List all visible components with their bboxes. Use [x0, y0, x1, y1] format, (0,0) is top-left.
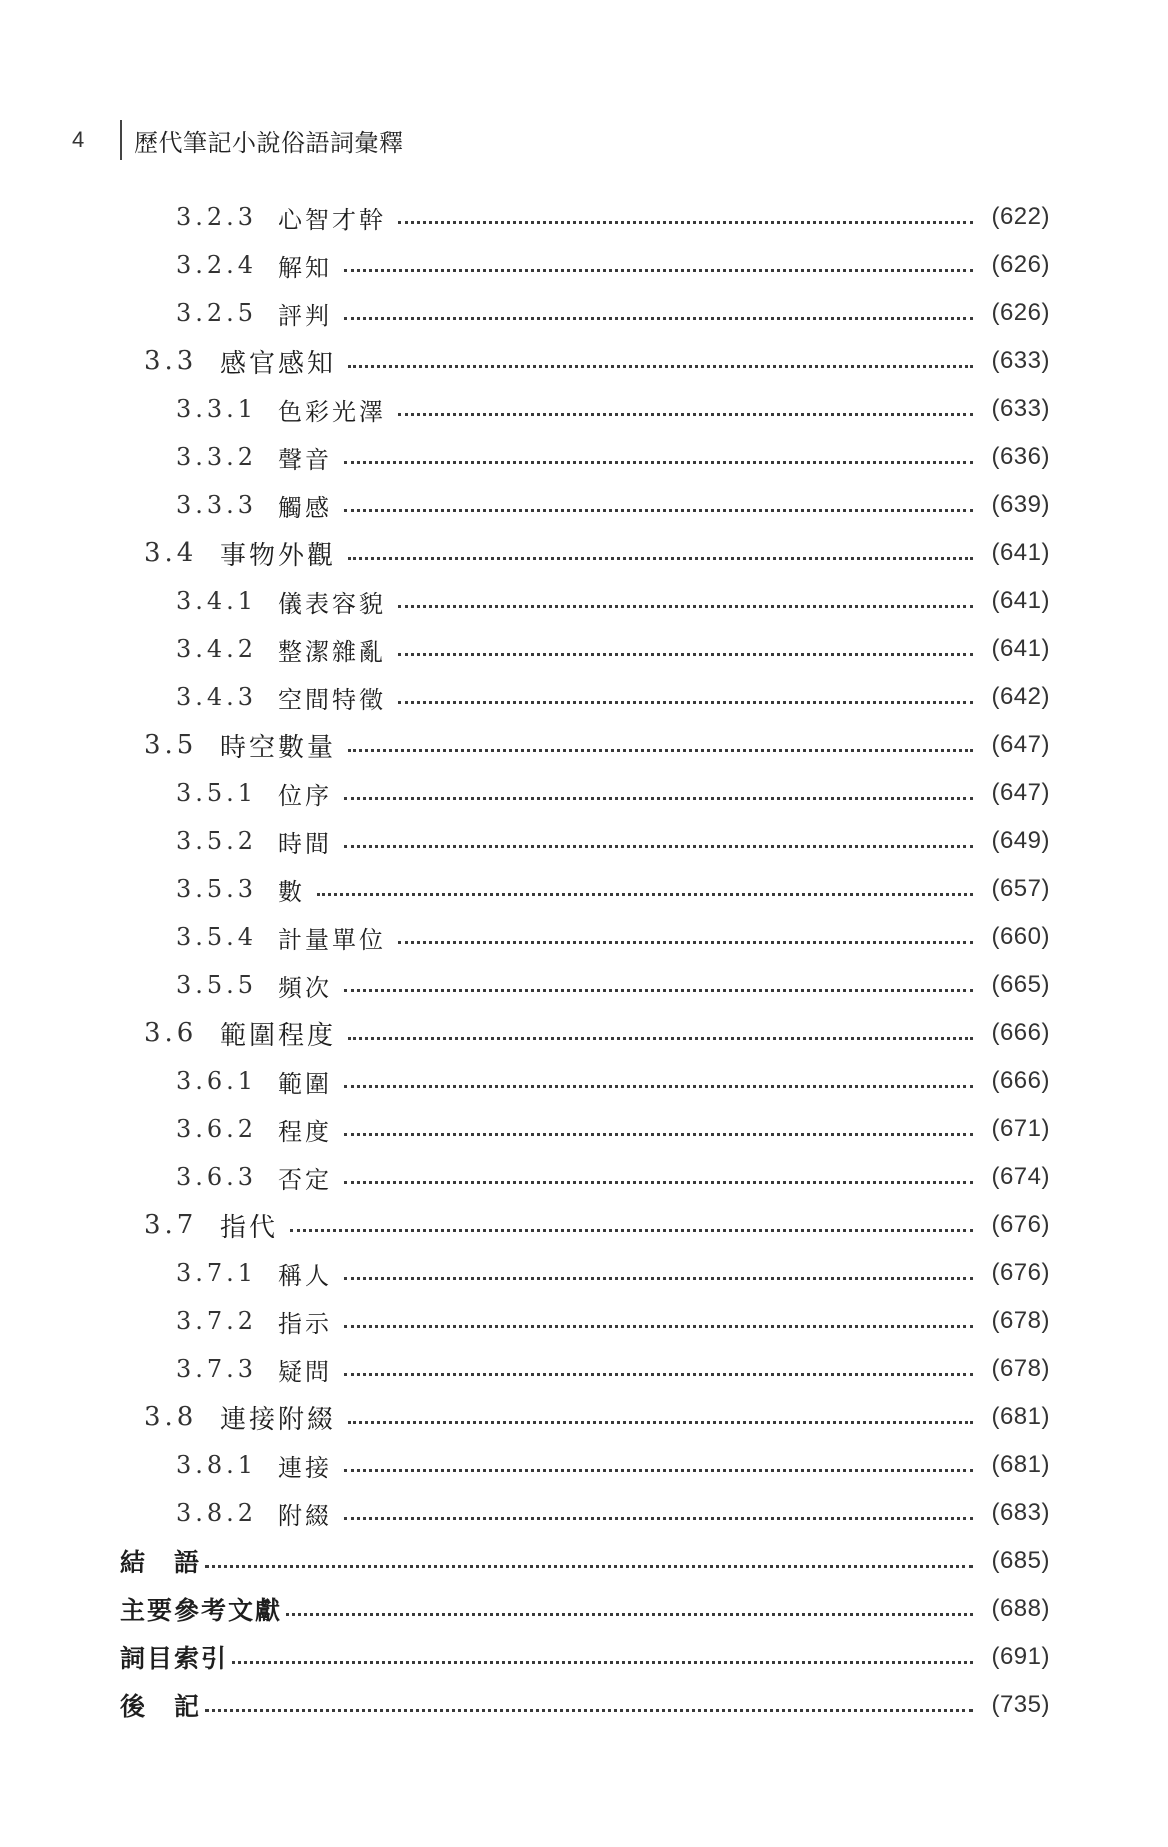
toc-entry-title: 整潔雜亂 [278, 637, 386, 666]
toc-entry-page: (691) [991, 1643, 1050, 1670]
toc-entry-title: 事物外觀 [220, 540, 337, 571]
toc-entry-page: (633) [991, 395, 1050, 422]
toc-entry[interactable] [0, 529, 1050, 577]
toc-entry[interactable] [0, 433, 1050, 481]
toc-entry-title: 時間 [278, 829, 332, 858]
toc-entry-title: 感官感知 [220, 348, 337, 379]
dot-leader [344, 1133, 973, 1136]
toc-entry-number: 3.8 [144, 1402, 198, 1432]
toc-entry-page: (642) [991, 683, 1050, 710]
toc-entry-page: (678) [991, 1307, 1050, 1334]
toc-entry[interactable] [0, 1441, 1050, 1489]
toc-entry-page: (665) [991, 971, 1050, 998]
dot-leader [344, 1277, 973, 1280]
running-header [72, 120, 404, 160]
dot-leader [398, 605, 973, 608]
toc-entry[interactable] [0, 1297, 1050, 1345]
toc-entry-number: 3.6.2 [176, 1115, 258, 1143]
toc-entry-page: (636) [991, 443, 1050, 470]
toc-entry-title: 疑問 [278, 1357, 332, 1386]
toc-entry-title: 心智才幹 [278, 205, 386, 234]
toc-entry-number: 3.5.2 [176, 827, 258, 855]
toc-entry-title: 詞目索引 [120, 1644, 229, 1673]
toc-entry-number: 3.8.2 [176, 1499, 258, 1527]
dot-leader [317, 893, 973, 896]
dot-leader [344, 317, 973, 320]
toc-entry-page: (641) [991, 587, 1050, 614]
toc-entry-title: 指示 [278, 1309, 332, 1338]
toc-entry-number: 3.2.5 [176, 299, 258, 327]
toc-entry-title: 空間特徵 [278, 685, 386, 714]
toc-entry-title: 程度 [278, 1117, 332, 1146]
toc-entry-number: 3.5.5 [176, 971, 258, 999]
toc-entry-page: (688) [991, 1595, 1050, 1622]
toc-entry-title: 數 [278, 877, 305, 906]
toc-entry[interactable] [0, 1057, 1050, 1105]
toc-entry-page: (735) [991, 1691, 1050, 1718]
toc-entry-page: (678) [991, 1355, 1050, 1382]
toc-entry-number: 3.6.3 [176, 1163, 258, 1191]
toc-entry[interactable] [0, 721, 1050, 769]
toc-entry-number: 3.5 [144, 730, 198, 760]
toc-entry-title: 聲音 [278, 445, 332, 474]
toc-entry[interactable] [0, 817, 1050, 865]
toc-entry-page: (626) [991, 251, 1050, 278]
toc-entry-number: 3.2.4 [176, 251, 258, 279]
toc-entry[interactable] [0, 961, 1050, 1009]
toc-entry-title: 評判 [278, 301, 332, 330]
dot-leader [398, 701, 973, 704]
toc-entry[interactable] [0, 1153, 1050, 1201]
toc-entry-title: 範圍 [278, 1069, 332, 1098]
toc-entry-number: 3.5.3 [176, 875, 258, 903]
table-of-contents [0, 193, 1168, 1729]
toc-entry-title: 連接附綴 [220, 1404, 337, 1435]
toc-entry[interactable] [0, 337, 1050, 385]
toc-entry[interactable] [0, 1105, 1050, 1153]
toc-entry-title: 連接 [278, 1453, 332, 1482]
dot-leader [398, 941, 973, 944]
toc-entry-number: 3.3.3 [176, 491, 258, 519]
toc-entry-title: 結 語 [120, 1548, 202, 1577]
toc-entry-title: 色彩光澤 [278, 397, 386, 426]
dot-leader [344, 1469, 973, 1472]
toc-entry[interactable] [0, 1201, 1050, 1249]
dot-leader [205, 1565, 973, 1568]
toc-entry-page: (639) [991, 491, 1050, 518]
toc-entry-page: (683) [991, 1499, 1050, 1526]
toc-entry[interactable] [0, 913, 1050, 961]
toc-entry[interactable] [0, 577, 1050, 625]
dot-leader [232, 1661, 973, 1664]
toc-entry[interactable] [0, 865, 1050, 913]
dot-leader [344, 1325, 973, 1328]
toc-entry-title: 指代 [220, 1212, 279, 1243]
toc-entry[interactable] [0, 1633, 1050, 1681]
toc-entry[interactable] [0, 1537, 1050, 1585]
dot-leader [398, 653, 973, 656]
toc-entry[interactable] [0, 481, 1050, 529]
toc-entry-title: 觸感 [278, 493, 332, 522]
dot-leader [344, 989, 973, 992]
dot-leader [344, 509, 973, 512]
dot-leader [290, 1229, 973, 1232]
toc-entry-number: 3.2.3 [176, 203, 258, 231]
toc-entry-number: 3.4.1 [176, 587, 258, 615]
toc-entry-page: (681) [991, 1403, 1050, 1430]
toc-entry-number: 3.7.1 [176, 1259, 258, 1287]
page-number: 4 [72, 127, 85, 152]
toc-entry[interactable] [0, 385, 1050, 433]
dot-leader [348, 1037, 973, 1040]
toc-entry-number: 3.5.4 [176, 923, 258, 951]
dot-leader [344, 845, 973, 848]
dot-leader [344, 461, 973, 464]
toc-entry-title: 附綴 [278, 1501, 332, 1530]
toc-entry[interactable] [0, 193, 1050, 241]
toc-entry-number: 3.5.1 [176, 779, 258, 807]
dot-leader [344, 1085, 973, 1088]
toc-entry-title: 儀表容貌 [278, 589, 386, 618]
toc-entry[interactable] [0, 1681, 1050, 1729]
toc-entry[interactable] [0, 1249, 1050, 1297]
toc-entry-page: (666) [991, 1019, 1050, 1046]
dot-leader [286, 1613, 973, 1616]
dot-leader [344, 1181, 973, 1184]
toc-entry-page: (671) [991, 1115, 1050, 1142]
toc-entry-title: 否定 [278, 1165, 332, 1194]
toc-entry-page: (622) [991, 203, 1050, 230]
toc-entry-number: 3.7.2 [176, 1307, 258, 1335]
toc-entry-title: 後 記 [120, 1692, 202, 1721]
toc-entry-title: 計量單位 [278, 925, 386, 954]
toc-entry-title: 頻次 [278, 973, 332, 1002]
dot-leader [348, 749, 973, 752]
toc-entry[interactable] [0, 1489, 1050, 1537]
dot-leader [348, 365, 973, 368]
toc-entry-title: 時空數量 [220, 732, 337, 763]
toc-entry[interactable] [0, 1345, 1050, 1393]
toc-entry[interactable] [0, 673, 1050, 721]
dot-leader [205, 1709, 973, 1712]
toc-entry-page: (676) [991, 1259, 1050, 1286]
toc-entry-page: (674) [991, 1163, 1050, 1190]
toc-entry[interactable] [0, 1585, 1050, 1633]
toc-entry[interactable] [0, 289, 1050, 337]
toc-entry-title: 位序 [278, 781, 332, 810]
toc-entry-number: 3.3.2 [176, 443, 258, 471]
toc-entry-page: (666) [991, 1067, 1050, 1094]
toc-entry-number: 3.6.1 [176, 1067, 258, 1095]
toc-entry-page: (676) [991, 1211, 1050, 1238]
toc-entry-page: (633) [991, 347, 1050, 374]
toc-entry-page: (681) [991, 1451, 1050, 1478]
toc-entry-number: 3.7 [144, 1210, 198, 1240]
toc-entry-page: (649) [991, 827, 1050, 854]
toc-entry-page: (647) [991, 779, 1050, 806]
toc-entry-page: (641) [991, 539, 1050, 566]
toc-entry-page: (685) [991, 1547, 1050, 1574]
dot-leader [398, 413, 973, 416]
toc-entry[interactable] [0, 1009, 1050, 1057]
toc-entry-number: 3.4.3 [176, 683, 258, 711]
toc-entry-number: 3.6 [144, 1018, 198, 1048]
toc-entry-number: 3.8.1 [176, 1451, 258, 1479]
dot-leader [344, 1373, 973, 1376]
toc-entry-page: (626) [991, 299, 1050, 326]
toc-entry-title: 範圍程度 [220, 1020, 337, 1051]
toc-entry-number: 3.3 [144, 346, 198, 376]
toc-entry-page: (660) [991, 923, 1050, 950]
toc-entry-number: 3.7.3 [176, 1355, 258, 1383]
toc-entry[interactable] [0, 1393, 1050, 1441]
toc-entry-page: (657) [991, 875, 1050, 902]
dot-leader [348, 1421, 973, 1424]
toc-entry-page: (647) [991, 731, 1050, 758]
toc-entry-number: 3.3.1 [176, 395, 258, 423]
book-title: 歷代筆記小說俗語詞彙釋 [134, 128, 404, 157]
dot-leader [344, 1517, 973, 1520]
toc-entry-title: 解知 [278, 253, 332, 282]
toc-entry[interactable] [0, 241, 1050, 289]
dot-leader [344, 797, 973, 800]
dot-leader [398, 221, 973, 224]
toc-entry-number: 3.4 [144, 538, 198, 568]
dot-leader [344, 269, 973, 272]
toc-entry[interactable] [0, 625, 1050, 673]
toc-entry-title: 主要參考文獻 [120, 1596, 283, 1625]
dot-leader [348, 557, 973, 560]
toc-entry-page: (641) [991, 635, 1050, 662]
header-divider [120, 120, 122, 160]
toc-entry[interactable] [0, 769, 1050, 817]
toc-entry-title: 稱人 [278, 1261, 332, 1290]
toc-entry-number: 3.4.2 [176, 635, 258, 663]
